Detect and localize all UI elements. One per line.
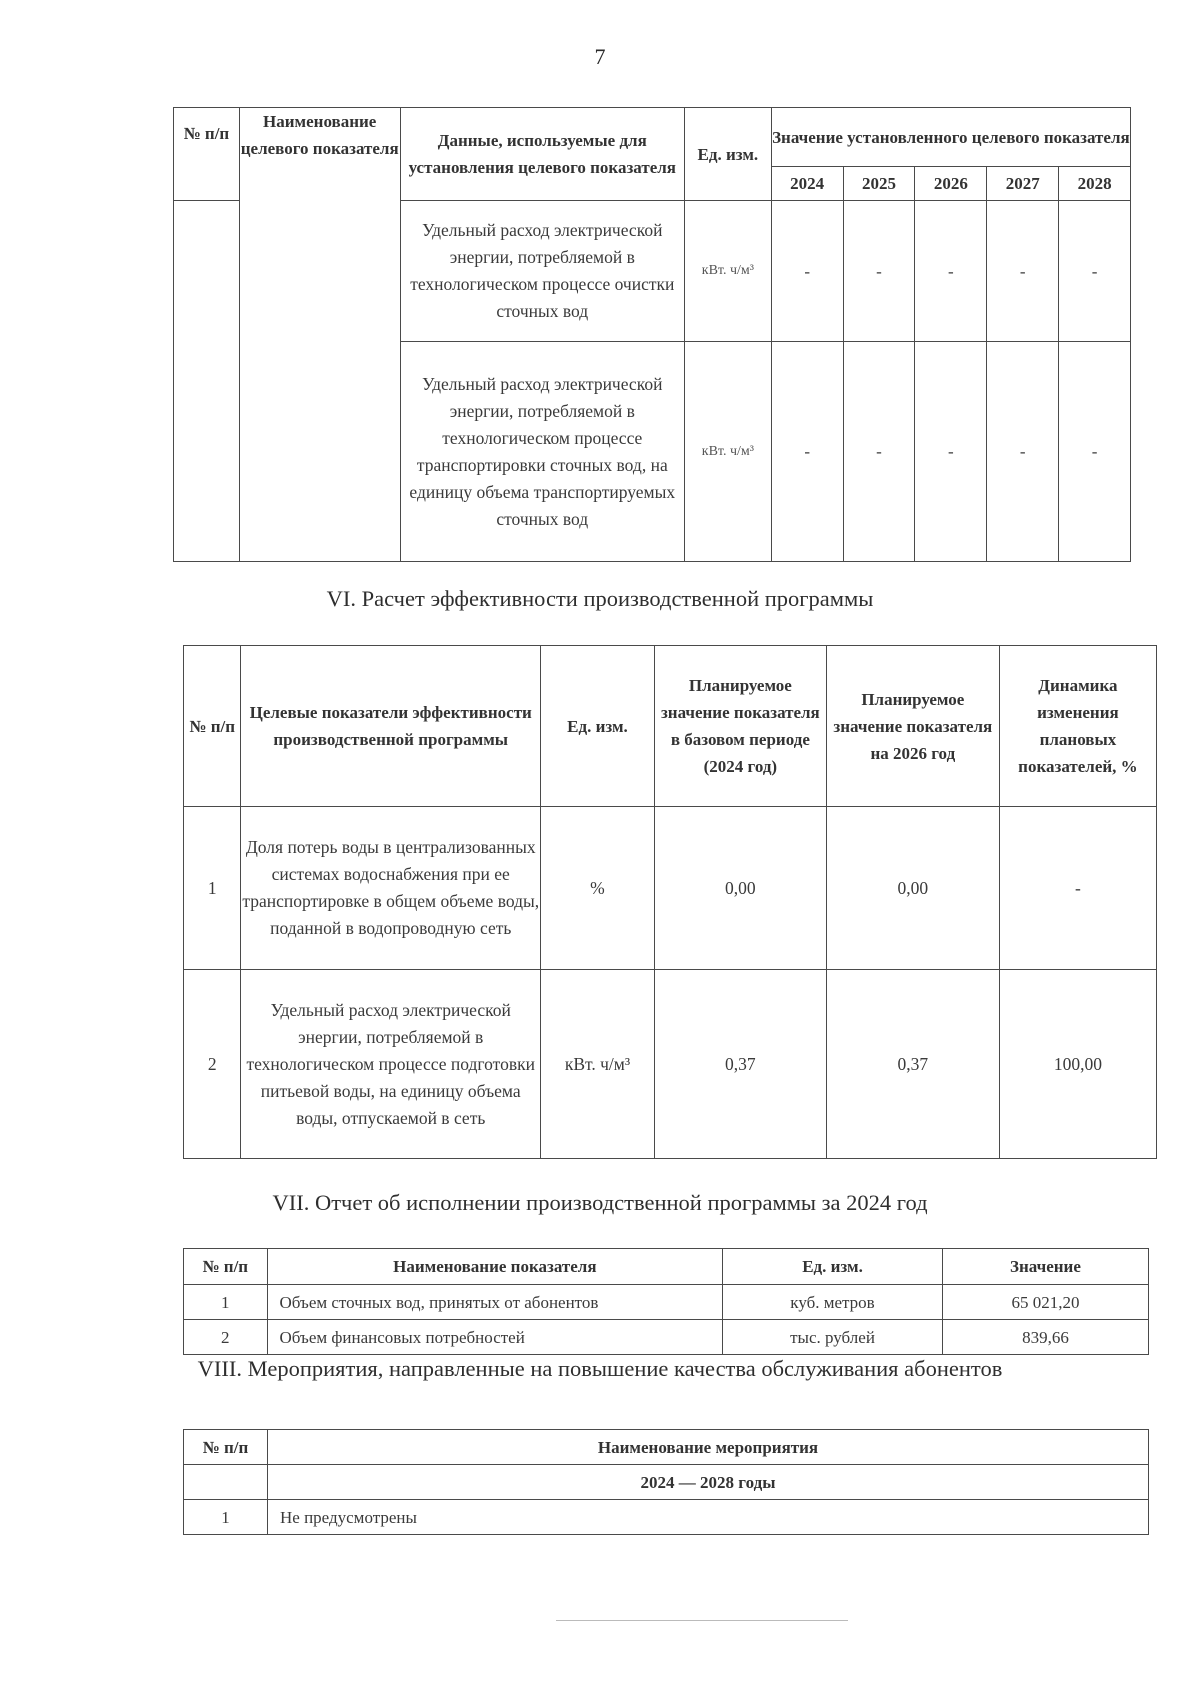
- header-plan-value: Планируемое значение показателя на 2026 год: [826, 646, 999, 807]
- row-unit: кВт. ч/м³: [541, 970, 655, 1159]
- row-unit: кВт. ч/м³: [684, 342, 771, 562]
- page-number: 7: [594, 44, 606, 69]
- row-base-value: 0,37: [654, 970, 826, 1159]
- row-no: 1: [184, 1285, 268, 1320]
- section-7-title: VII. Отчет об исполнении производственной программы за 2024 год: [272, 1190, 928, 1215]
- row-unit: кВт. ч/м³: [684, 201, 771, 342]
- header-no: № п/п: [184, 1430, 268, 1465]
- row-unit: %: [541, 807, 655, 970]
- header-value: Значение: [942, 1249, 1148, 1285]
- row-unit: тыс. рублей: [723, 1320, 943, 1355]
- header-indicator-name: Наименование показателя: [267, 1249, 723, 1285]
- header-year-2026: 2026: [915, 167, 987, 201]
- row-name: Объем финансовых потребностей: [267, 1320, 723, 1355]
- header-year-2027: 2027: [987, 167, 1059, 201]
- row-no: 1: [184, 1500, 268, 1535]
- row-no: 1: [184, 807, 241, 970]
- row-value: -: [843, 201, 915, 342]
- header-base-value: Планируемое значение показателя в базовом периоде (2024 год): [654, 646, 826, 807]
- row-value: -: [987, 201, 1059, 342]
- header-no: № п/п: [184, 1249, 268, 1285]
- header-year-2024: 2024: [771, 167, 843, 201]
- row-value: -: [843, 342, 915, 562]
- row-value: 65 021,20: [942, 1285, 1148, 1320]
- table-row: [184, 1285, 1149, 1320]
- table-row: [184, 970, 1157, 1159]
- period-no-cell: [184, 1465, 268, 1500]
- row-base-value: 0,00: [654, 807, 826, 970]
- row-dynamics: 100,00: [999, 970, 1156, 1159]
- row-unit: куб. метров: [723, 1285, 943, 1320]
- table-row: [184, 1320, 1149, 1355]
- header-measure-name: Наименование мероприятия: [268, 1430, 1149, 1465]
- header-unit: Ед. изм.: [723, 1249, 943, 1285]
- header-year-2028: 2028: [1059, 167, 1131, 201]
- row-value: -: [1059, 201, 1131, 342]
- section-8-title: VIII. Мероприятия, направленные на повышение качества обслуживания абонентов: [197, 1356, 1003, 1381]
- header-unit: Ед. изм.: [541, 646, 655, 807]
- header-indicator-name: Целевые показатели эффективности производственной программы: [241, 646, 541, 807]
- section-6-title: VI. Расчет эффективности производственной программы: [326, 586, 874, 611]
- row-name: Не предусмотрены: [268, 1500, 1149, 1535]
- row-plan-value: 0,00: [826, 807, 999, 970]
- header-value-group: Значение установленного целевого показателя: [771, 108, 1130, 167]
- row-plan-value: 0,37: [826, 970, 999, 1159]
- target-indicators-table: [173, 107, 1131, 562]
- row-no: 2: [184, 1320, 268, 1355]
- row-value: -: [987, 342, 1059, 562]
- row-value: -: [771, 201, 843, 342]
- row-name: Объем сточных вод, принятых от абонентов: [267, 1285, 723, 1320]
- row-name: Удельный расход электрической энергии, потребляемой в технологическом процессе подготовки питьевой воды, на единицу объема воды, отпускаемой в сеть: [241, 970, 541, 1159]
- row-dynamics: -: [999, 807, 1156, 970]
- header-data: Данные, используемые для установления целевого показателя: [400, 108, 684, 201]
- header-indicator-name: [239, 108, 400, 562]
- efficiency-table: [183, 645, 1157, 1159]
- row-data: Удельный расход электрической энергии, потребляемой в технологическом процессе транспортировки сточных вод, на единицу объема транспортируемых сточных вод: [400, 342, 684, 562]
- row-value: 839,66: [942, 1320, 1148, 1355]
- table-row: [184, 807, 1157, 970]
- row-no: 2: [184, 970, 241, 1159]
- footer-divider: [556, 1620, 848, 1621]
- empty-no-cell: [174, 201, 240, 562]
- row-value: -: [915, 342, 987, 562]
- row-name: Доля потерь воды в централизованных системах водоснабжения при ее транспортировке в общем объеме воды, поданной в водопроводную сеть: [241, 807, 541, 970]
- header-indicator-name-text: Наименование целевого показателя: [240, 112, 399, 158]
- measures-table: [183, 1429, 1149, 1535]
- header-dynamics: Динамика изменения плановых показателей, %: [999, 646, 1156, 807]
- row-value: -: [915, 201, 987, 342]
- header-no: № п/п: [184, 646, 241, 807]
- header-no: № п/п: [174, 108, 240, 201]
- period-label: 2024 — 2028 годы: [268, 1465, 1149, 1500]
- header-year-2025: 2025: [843, 167, 915, 201]
- execution-report-table: [183, 1248, 1149, 1355]
- row-value: -: [771, 342, 843, 562]
- row-value: -: [1059, 342, 1131, 562]
- table-row: [184, 1500, 1149, 1535]
- row-data: Удельный расход электрической энергии, потребляемой в технологическом процессе очистки сточных вод: [400, 201, 684, 342]
- header-unit: Ед. изм.: [684, 108, 771, 201]
